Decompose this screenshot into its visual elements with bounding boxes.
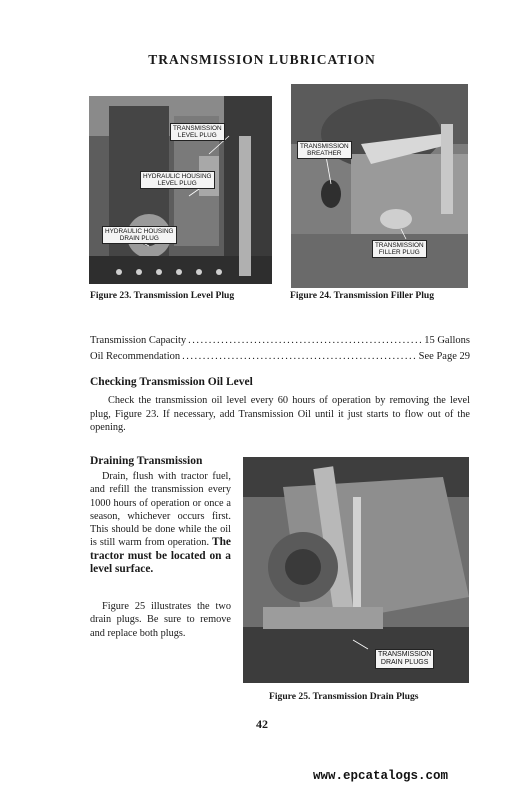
callout-transmission-breather: TRANSMISSION BREATHER <box>297 141 352 159</box>
spec-value: See Page 29 <box>418 351 470 362</box>
figure-25-image <box>243 457 469 683</box>
spec-transmission-capacity <box>90 335 470 346</box>
figure-25-caption: Figure 25. Transmission Drain Plugs <box>269 691 419 702</box>
dot-leader <box>188 335 422 346</box>
page-title: TRANSMISSION LUBRICATION <box>148 52 376 67</box>
watermark-url: www.epcatalogs.com <box>313 769 449 783</box>
callout-hydraulic-housing-level-plug: HYDRAULIC HOUSING LEVEL PLUG <box>140 171 215 189</box>
draining-emphasis: The tractor must be located on a level surface. <box>90 536 231 576</box>
dot-leader <box>182 351 417 362</box>
section-heading-draining: Draining Transmission <box>90 455 203 467</box>
draining-body: Drain, flush with tractor fuel, and refill the transmission every 1000 hours of operation or once a season, whichever occurs first. This should be done while the oil is still warm from operation. <box>90 471 231 549</box>
callout-transmission-level-plug: TRANSMISSION LEVEL PLUG <box>170 123 225 141</box>
spec-value: 15 Gallons <box>424 335 470 346</box>
spec-label: Oil Recommendation <box>90 351 181 362</box>
section-heading-checking: Checking Transmission Oil Level <box>90 376 253 388</box>
callout-transmission-filler-plug: TRANSMISSION FILLER PLUG <box>372 240 427 258</box>
page-number: 42 <box>256 717 268 731</box>
paragraph-checking: Check the transmission oil level every 60 hours of operation by removing the level plug, Figure 23. If necessary, add Transmission Oil until it just starts to flow out of the opening. <box>90 395 470 434</box>
figure-24-caption: Figure 24. Transmission Filler Plug <box>290 290 435 301</box>
figure-23-caption: Figure 23. Transmission Level Plug <box>90 290 235 301</box>
paragraph-drain-plugs: Figure 25 illustrates the two drain plugs. Be sure to remove and replace both plugs. <box>90 601 231 639</box>
callout-hydraulic-housing-drain-plug: HYDRAULIC HOUSING DRAIN PLUG <box>102 226 177 244</box>
paragraph-draining <box>90 470 231 576</box>
spec-label: Transmission Capacity <box>90 335 187 346</box>
figure-25-photo <box>243 457 469 683</box>
callout-transmission-drain-plugs: TRANSMISSION DRAIN PLUGS <box>375 649 434 669</box>
spec-oil-recommendation <box>90 351 470 362</box>
